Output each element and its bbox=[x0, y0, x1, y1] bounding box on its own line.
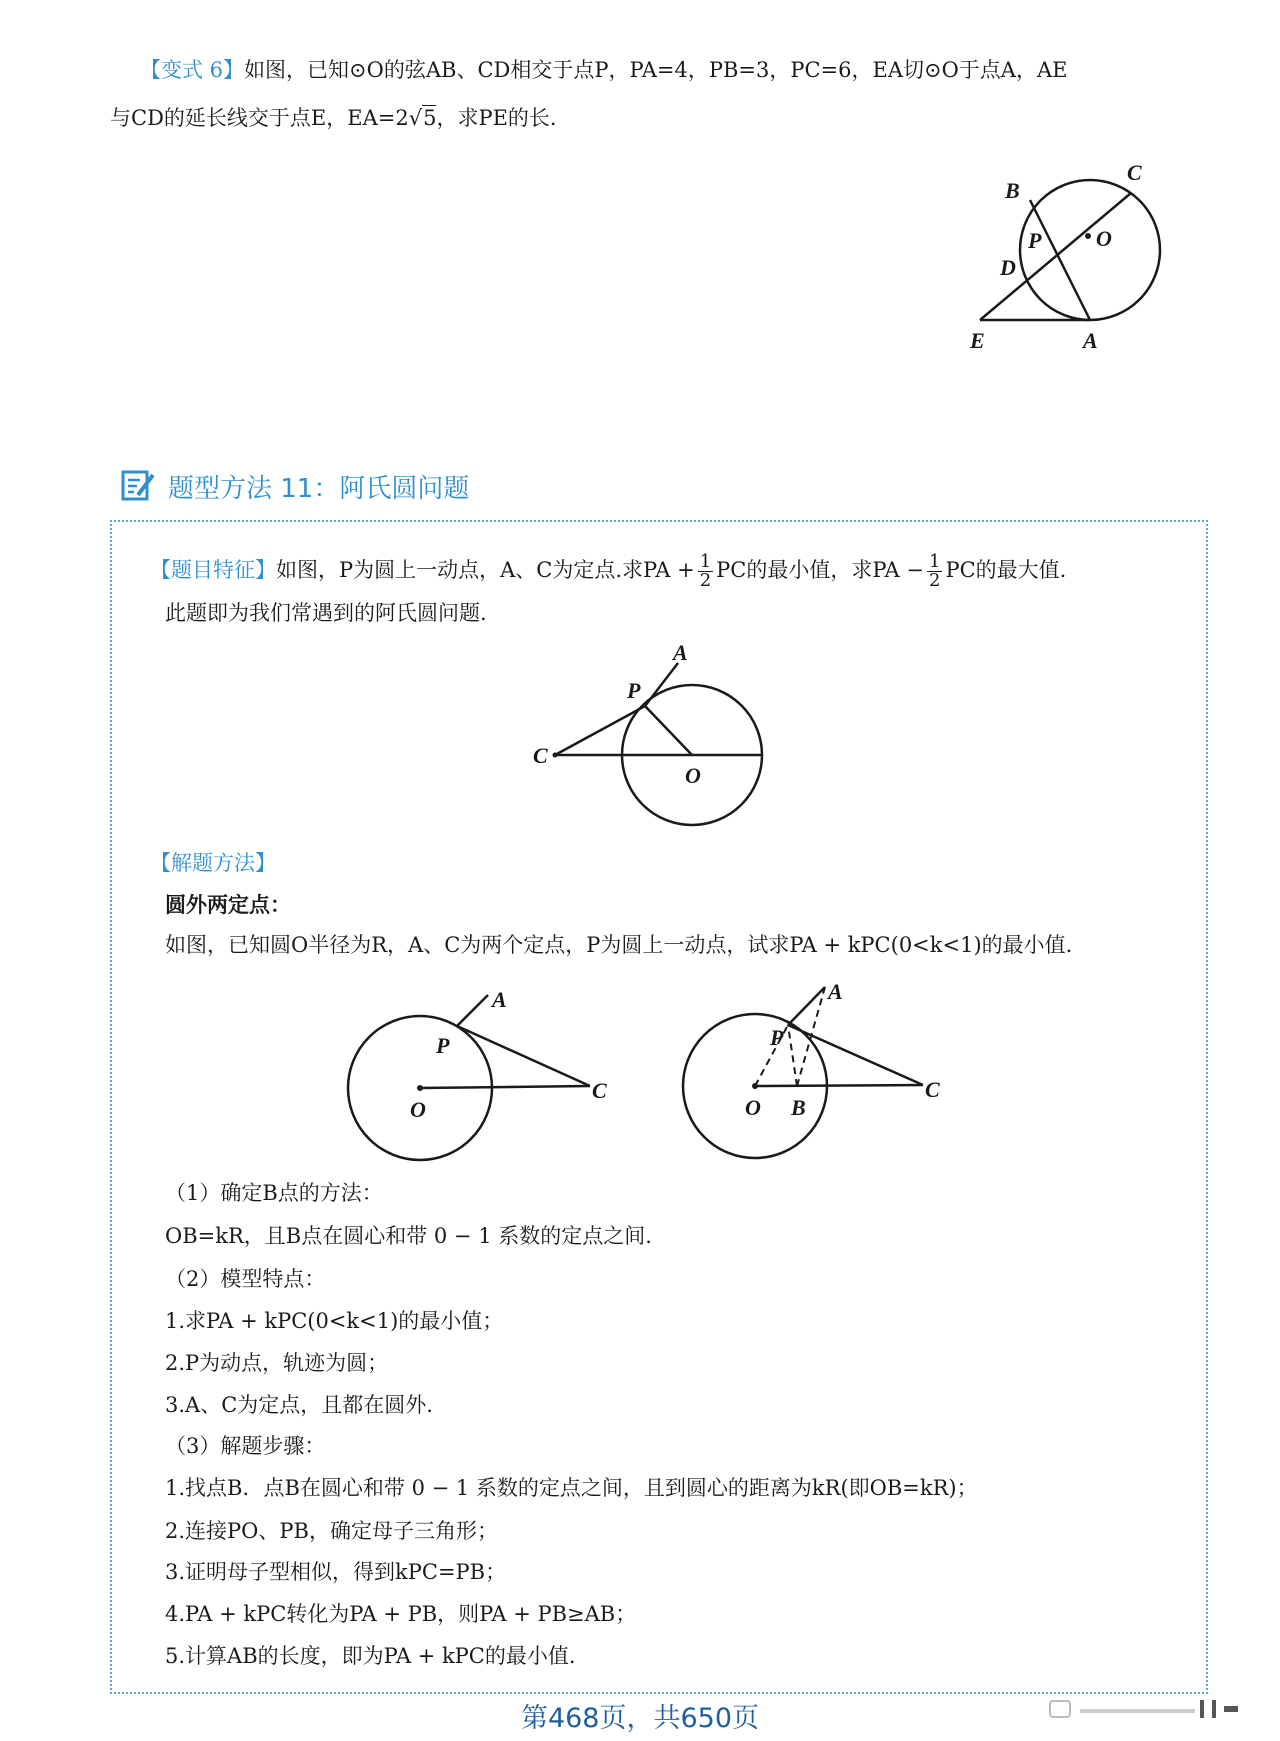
label-d: D bbox=[1000, 255, 1016, 280]
center-dot bbox=[1085, 233, 1091, 239]
method-intro: 如图，已知圆O半径为R，A、C为两个定点，P为圆上一动点，试求PA + kPC(0<k<1)的最小值. bbox=[165, 933, 1073, 957]
m2-label-o: O bbox=[745, 1095, 761, 1120]
method-line-1: （1）确定B点的方法： bbox=[165, 1181, 383, 1205]
variant6-line2: 与CD的延长线交于点E，EA=2√5，求PE的长. bbox=[110, 106, 557, 130]
feature-text-c: PC的最大值. bbox=[945, 558, 1067, 582]
page-indicator: 第468页，共650页 bbox=[520, 1703, 760, 1734]
feature-text-a: 如图，P为圆上一动点，A、C为定点.求PA + bbox=[276, 558, 695, 582]
method-line-12: 5.计算AB的长度，即为PA + kPC的最小值. bbox=[165, 1644, 576, 1668]
label-a: A bbox=[1083, 328, 1098, 353]
f-label-p: P bbox=[627, 678, 641, 703]
label-p: P bbox=[1028, 228, 1042, 253]
method-line-10: 3.证明母子型相似，得到kPC=PB； bbox=[165, 1560, 507, 1584]
feature-figure bbox=[525, 638, 785, 838]
method-line-2: OB=kR，且B点在圆心和带 0 − 1 系数的定点之间. bbox=[165, 1224, 652, 1248]
m2-label-b: B bbox=[791, 1095, 806, 1120]
feature-line2: 此题即为我们常遇到的阿氏圆问题. bbox=[165, 601, 487, 625]
m2-line-pc bbox=[788, 1025, 923, 1085]
method-figure-1 bbox=[330, 985, 630, 1175]
f-label-a: A bbox=[673, 640, 688, 665]
line-cp bbox=[555, 706, 645, 755]
fraction-half-2: $\frac{1}{2}$ bbox=[928, 551, 941, 591]
variant6-text-2b: ，求PE的长. bbox=[436, 106, 557, 130]
method-line-5: 2.P为动点，轨迹为圆； bbox=[165, 1351, 389, 1375]
variant6-line1 bbox=[140, 55, 1067, 85]
m2-label-c: C bbox=[925, 1077, 940, 1102]
m1-line-oc bbox=[420, 1086, 590, 1088]
m2-label-p: P bbox=[770, 1025, 784, 1050]
m1-line-pa bbox=[457, 995, 488, 1026]
m1-label-p: P bbox=[436, 1033, 450, 1058]
feature-tag: 【题目特征】 bbox=[150, 558, 276, 582]
m2-line-oc bbox=[755, 1085, 923, 1086]
method-line-7: （3）解题步骤： bbox=[165, 1434, 326, 1458]
m1-label-a: A bbox=[492, 987, 507, 1012]
method-line-8: 1.找点B．点B在圆心和带 0 − 1 系数的定点之间，且到圆心的距离为kR(即OB=kR)； bbox=[165, 1476, 978, 1500]
method-figure-2 bbox=[665, 975, 965, 1175]
line-po bbox=[645, 706, 692, 755]
ea-radicand: 5 bbox=[423, 106, 437, 130]
label-c: C bbox=[1127, 160, 1142, 185]
variant6-text-2a: 与CD的延长线交于点E，EA= bbox=[110, 106, 396, 130]
method-line-6: 3.A、C为定点，且都在圆外. bbox=[165, 1393, 433, 1417]
label-b: B bbox=[1005, 178, 1020, 203]
chord-ab bbox=[1030, 200, 1090, 320]
section-title: 题型方法 11：阿氏圆问题 bbox=[168, 474, 470, 504]
method-line-4: 1.求PA + kPC(0<k<1)的最小值； bbox=[165, 1309, 504, 1333]
method-line-3: （2）模型特点： bbox=[165, 1267, 326, 1291]
variant6-text-1: 如图，已知⊙O的弦AB、CD相交于点P，PA=4，PB=3，PC=6，EA切⊙O于点A，AE bbox=[244, 58, 1068, 82]
m2-dash-pb bbox=[788, 1025, 797, 1086]
divider-mark-2 bbox=[1212, 1700, 1216, 1718]
m2-label-a: A bbox=[828, 979, 843, 1004]
f-label-o: O bbox=[685, 763, 701, 788]
feature-line1 bbox=[150, 550, 1066, 590]
m2-line-pa bbox=[788, 987, 825, 1025]
method-tag: 【解题方法】 bbox=[150, 851, 276, 875]
method-line-11: 4.PA + kPC转化为PA + PB，则PA + PB≥AB； bbox=[165, 1602, 637, 1626]
edit-icon bbox=[120, 467, 156, 503]
page-icon[interactable] bbox=[1050, 1701, 1070, 1717]
label-e: E bbox=[970, 328, 985, 353]
feature-text-b: PC的最小值，求PA − bbox=[716, 558, 924, 582]
f-label-c: C bbox=[533, 743, 548, 768]
divider-mark-1 bbox=[1200, 1700, 1204, 1718]
variant6-tag: 【变式 6】 bbox=[140, 58, 245, 82]
m1-label-o: O bbox=[410, 1097, 426, 1122]
ea-coefficient: 2 bbox=[395, 106, 409, 130]
m1-line-pc bbox=[457, 1026, 590, 1086]
scroll-track[interactable] bbox=[1080, 1709, 1195, 1713]
divider-mark-3 bbox=[1224, 1706, 1238, 1712]
label-o: O bbox=[1096, 226, 1112, 251]
m1-label-c: C bbox=[592, 1078, 607, 1103]
method-line-9: 2.连接PO、PB，确定母子三角形； bbox=[165, 1519, 498, 1543]
fraction-half-1: $\frac{1}{2}$ bbox=[699, 551, 712, 591]
line-pa bbox=[645, 663, 678, 706]
toolbar-icons[interactable] bbox=[1040, 1697, 1240, 1721]
variant6-figure bbox=[950, 150, 1190, 380]
method-subtitle: 圆外两定点： bbox=[165, 893, 291, 917]
